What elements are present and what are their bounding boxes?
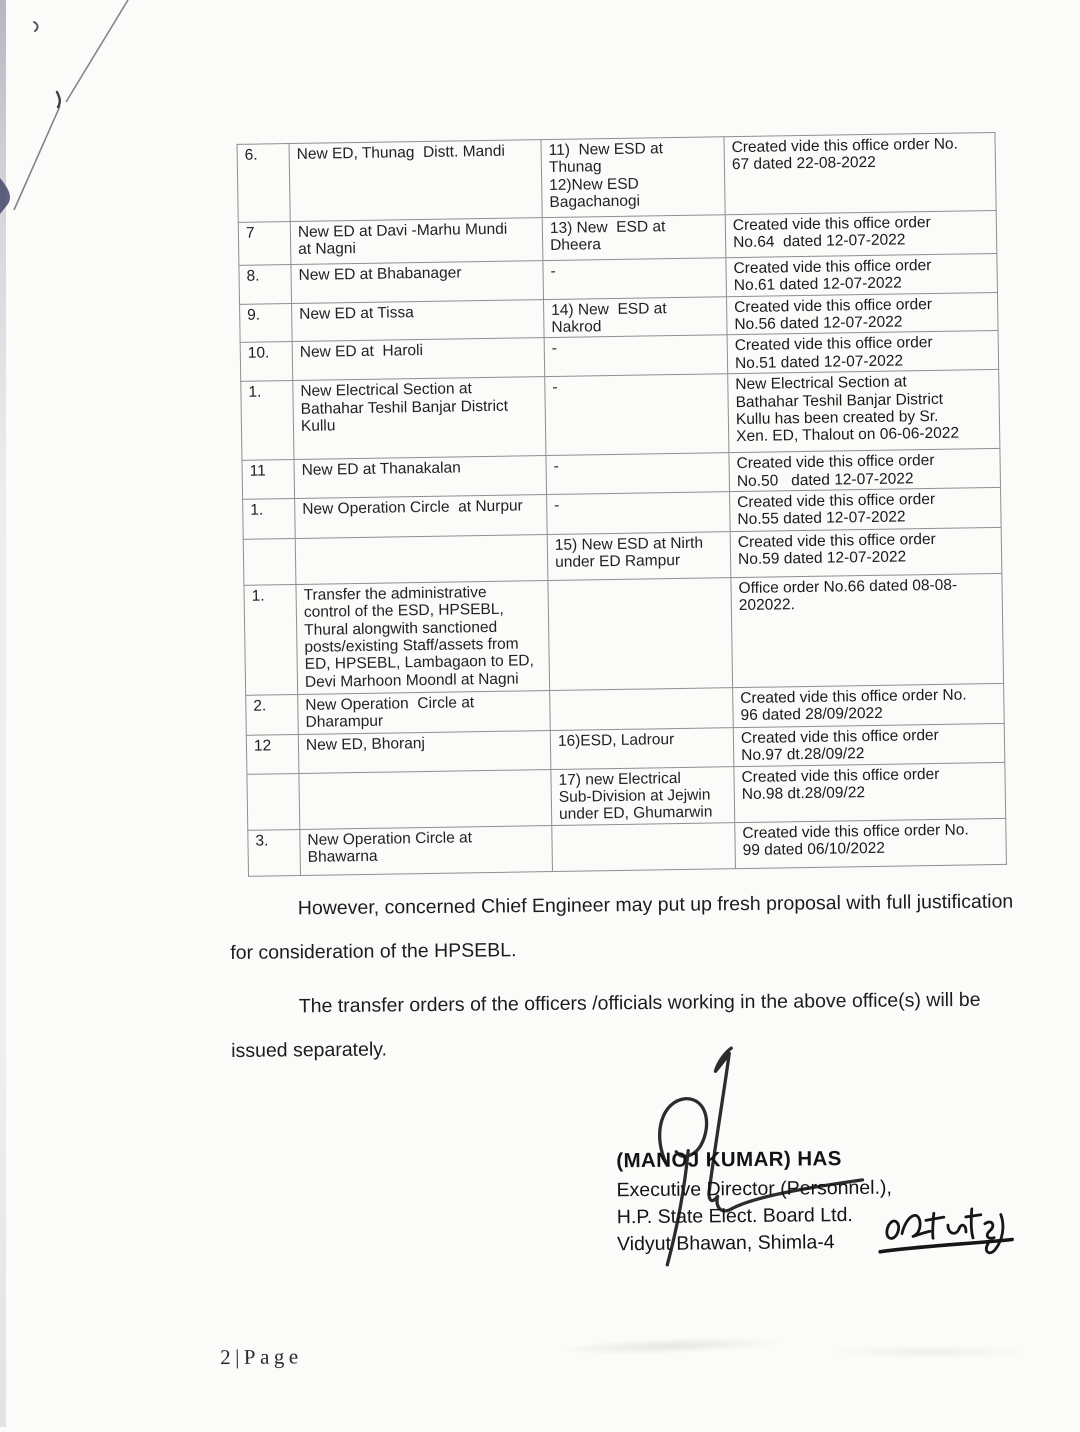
esd-cell: 14) New ESD at Nakrod xyxy=(543,296,727,338)
sr-no-cell: 12 xyxy=(246,734,299,774)
offices-table xyxy=(237,132,1007,877)
signatory-address: Vidyut Bhawan, Shimla-4 xyxy=(616,1231,835,1256)
handwritten-scribble-icon xyxy=(877,1193,1018,1258)
table-row xyxy=(244,573,1004,695)
esd-cell: - xyxy=(544,335,728,377)
office-cell: Transfer the administrative control of the ESD, HPSEBL, Thural alongwith sanctioned posts/existing Staff/assets from ED, HPSEBL, Lambagaon to ED, Devi Marhoon Moondl at Nagni xyxy=(296,580,550,694)
esd-cell xyxy=(550,688,734,731)
page-number-footer: 2|Page xyxy=(220,1344,303,1370)
office-cell: New ED, Bhoranj xyxy=(298,730,551,773)
remarks-cell: Created vide this office order No.97 dt.28/09/22 xyxy=(733,723,1005,766)
remarks-cell: Created vide this office order No. 96 dated 28/09/2022 xyxy=(733,683,1005,727)
esd-cell: - xyxy=(546,453,730,495)
office-cell: New Operation Circle at Nurpur xyxy=(295,494,548,538)
esd-cell: - xyxy=(545,374,729,456)
esd-cell: 11) New ESD at Thunag 12)New ESD Bagachanogi xyxy=(541,137,725,218)
sr-no-cell: 2. xyxy=(246,694,299,735)
remarks-cell: Created vide this office order No. 99 dated 06/10/2022 xyxy=(735,818,1007,868)
remarks-cell: Created vide this office order No.51 dated 12-07-2022 xyxy=(727,331,999,374)
office-cell: New ED at Bhabanager xyxy=(291,261,544,304)
office-cell: New Electrical Section at Bathahar Teshil Banjar District Kullu xyxy=(293,377,546,460)
table-row xyxy=(241,370,1000,461)
esd-cell: 17) new Electrical Sub-Division at Jejwin under ED, Ghumarwin xyxy=(551,766,735,825)
office-cell: New ED at Thanakalan xyxy=(294,456,547,499)
office-cell: New ED at Tissa xyxy=(292,299,545,342)
remarks-cell: Created vide this office order No.59 dated 12-07-2022 xyxy=(730,527,1002,577)
paragraph-transfer-orders: The transfer orders of the officers /officials working in the above office(s) will be issued separately. xyxy=(231,988,981,1063)
sr-no-cell: 1. xyxy=(243,498,296,539)
remarks-cell: Created vide this office order No.64 dated 12-07-2022 xyxy=(725,210,997,257)
remarks-cell: Created vide this office order No.56 dated 12-07-2022 xyxy=(726,292,998,335)
table-row xyxy=(237,132,996,222)
signatory-organization: H.P. State Elect. Board Ltd. xyxy=(616,1204,853,1229)
remarks-cell: Office order No.66 dated 08-08- 202022. xyxy=(731,573,1004,687)
office-cell xyxy=(299,769,552,829)
sr-no-cell: 3. xyxy=(248,829,301,876)
sr-no-cell xyxy=(243,538,296,585)
signatory-name: (MANOJ KUMAR) HAS xyxy=(616,1147,842,1173)
remarks-cell: New Electrical Section at Bathahar Teshil Banjar District Kullu has been created by Sr. Xen. ED, Thalout on 06-06-2022 xyxy=(728,370,1000,453)
sr-no-cell: 8. xyxy=(239,265,292,305)
office-cell: New Operation Circle at Bhawarna xyxy=(300,825,553,875)
office-cell: New ED at Davi -Marhu Mundi at Nagni xyxy=(290,218,543,265)
sr-no-cell: 1. xyxy=(241,381,294,461)
esd-cell: 13) New ESD at Dheera xyxy=(542,215,726,261)
sr-no-cell: 10. xyxy=(240,342,293,382)
sr-no-cell: 11 xyxy=(242,460,295,500)
esd-cell: - xyxy=(547,492,731,535)
sr-no-cell: 6. xyxy=(237,144,290,223)
office-cell: New ED at Haroli xyxy=(292,338,545,381)
sr-no-cell: 9. xyxy=(240,303,293,343)
office-cell: New ED, Thunag Distt. Mandi xyxy=(289,140,542,222)
esd-cell: 16)ESD, Ladrour xyxy=(550,728,734,770)
esd-cell: - xyxy=(543,258,727,300)
signatory-designation: Executive Director (Personnel.), xyxy=(616,1176,892,1202)
sr-no-cell: 7 xyxy=(238,222,291,266)
remarks-cell: Created vide this office order No.61 dated 12-07-2022 xyxy=(726,253,998,296)
remarks-cell: Created vide this office order No.55 dated 12-07-2022 xyxy=(730,487,1002,531)
esd-cell xyxy=(552,822,736,871)
remarks-cell: Created vide this office order No.50 dated 12-07-2022 xyxy=(729,449,1001,492)
office-cell: New Operation Circle at Dharampur xyxy=(298,690,551,734)
sr-no-cell: 1. xyxy=(244,584,298,695)
remarks-cell: Created vide this office order No. 67 dated 22-08-2022 xyxy=(724,132,996,214)
esd-cell xyxy=(548,578,733,691)
esd-cell: 15) New ESD at Nirth under ED Rampur xyxy=(547,532,731,581)
remarks-cell: Created vide this office order No.98 dt.28/09/22 xyxy=(734,762,1006,822)
sr-no-cell xyxy=(247,773,300,830)
office-cell xyxy=(295,534,548,584)
paragraph-fresh-proposal: However, concerned Chief Engineer may put up fresh proposal with full justification for consideration of the HPSEBL. xyxy=(230,890,1014,965)
